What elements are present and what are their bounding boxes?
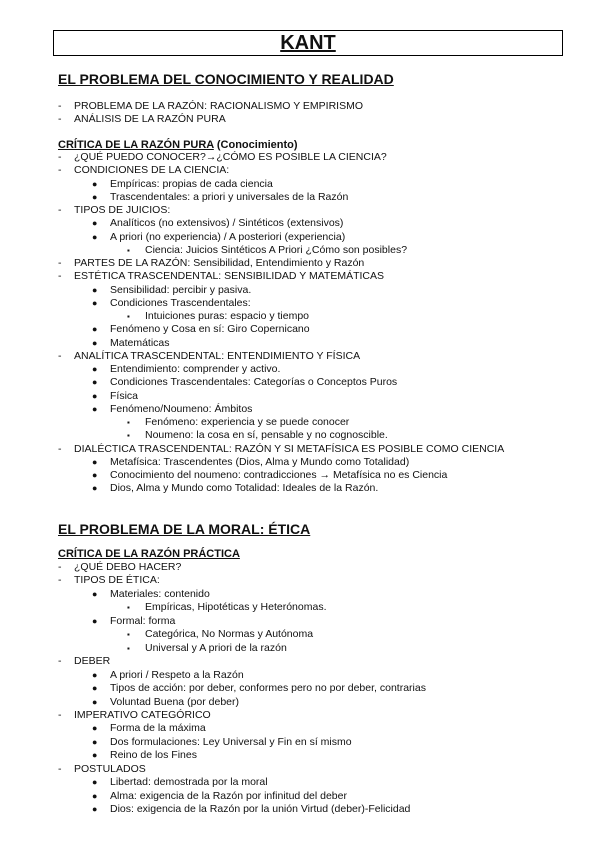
list-item-text: Reino de los Fines — [110, 749, 197, 762]
list-item-text: ¿QUÉ PUEDO CONOCER?→¿CÓMO ES POSIBLE LA CIENCIA? — [74, 151, 387, 163]
list-item-text: Conocimiento del noumeno: contradicciones → Metafísica no es Ciencia — [110, 469, 448, 481]
list-item-text: Física — [110, 389, 139, 402]
list-item — [58, 204, 170, 217]
list-item — [92, 337, 170, 350]
list-item-text: Forma de la máxima — [110, 722, 206, 735]
list-item-text: Universal y A priori de la razón — [145, 641, 287, 654]
list-item — [92, 376, 397, 389]
bullet-icon: ● — [92, 218, 98, 229]
dash-marker: - — [58, 561, 62, 573]
dash-marker: - — [58, 349, 62, 362]
list-item — [92, 178, 273, 191]
list-item-text: Trascendentales: a priori y universales de la Razón — [110, 190, 349, 203]
list-item-text: Matemáticas — [110, 336, 170, 349]
list-item — [58, 709, 211, 722]
section2-subheading: CRÍTICA DE LA RAZÓN PRÁCTICA — [58, 548, 240, 560]
dash-marker: - — [58, 204, 62, 216]
list-item-text: PARTES DE LA RAZÓN: Sensibilidad, Entendimiento y Razón — [74, 257, 365, 269]
list-item-text: Voluntad Buena (por deber) — [110, 695, 240, 708]
bullet-icon: ● — [92, 191, 98, 202]
list-item-text: Empíricas, Hipotéticas y Heterónomas. — [145, 601, 327, 614]
list-item-text: Metafísica: Trascendentes (Dios, Alma y Mundo como Totalidad) — [110, 455, 410, 468]
list-item-text: Fenómeno y Cosa en sí: Giro Copernicano — [110, 323, 310, 336]
list-item-text: Empíricas: propias de cada ciencia — [110, 177, 273, 190]
bullet-icon: ● — [92, 588, 98, 599]
bullet-icon: ▪ — [127, 431, 130, 441]
list-item-text: Noumeno: la cosa en sí, pensable y no cognoscible. — [145, 429, 388, 442]
dash-marker: - — [58, 442, 62, 455]
dash-marker: - — [58, 257, 62, 269]
list-item — [92, 297, 251, 310]
list-item-text: Materiales: contenido — [110, 587, 210, 600]
list-item — [58, 763, 146, 776]
list-item — [127, 244, 407, 257]
bullet-icon: ● — [92, 178, 98, 189]
list-item-text: ANALÍTICA TRASCENDENTAL: ENTENDIMIENTO Y FÍSICA — [74, 349, 361, 362]
list-item — [127, 628, 313, 641]
list-item-text: TIPOS DE JUICIOS: — [74, 204, 171, 216]
list-item-text: ¿QUÉ DEBO HACER? — [74, 561, 182, 573]
list-item — [92, 682, 426, 695]
list-item — [92, 363, 280, 376]
list-item — [92, 803, 410, 816]
list-item-text: Ciencia: Juicios Sintéticos A Priori ¿Cómo son posibles? — [145, 243, 408, 256]
list-item-text: POSTULADOS — [74, 762, 146, 775]
list-item-text: ESTÉTICA TRASCENDENTAL: SENSIBILIDAD Y MATEMÁTICAS — [74, 270, 385, 283]
list-item-text: Categórica, No Normas y Autónoma — [145, 628, 314, 641]
bullet-icon: ● — [92, 683, 98, 694]
list-item — [92, 469, 447, 482]
list-item-text: DIALÉCTICA TRASCENDENTAL: RAZÓN Y SI METAFÍSICA ES POSIBLE COMO CIENCIA — [74, 442, 505, 455]
list-item-text: Sensibilidad: percibir y pasiva. — [110, 283, 252, 296]
bullet-icon: ● — [92, 804, 98, 815]
list-item-text: Alma: exigencia de la Razón por infinitud del deber — [110, 789, 347, 802]
bullet-icon: ● — [92, 790, 98, 801]
list-item — [92, 231, 345, 244]
bullet-icon: ▪ — [127, 245, 130, 255]
list-item — [92, 669, 244, 682]
bullet-icon: ● — [92, 723, 98, 734]
bullet-icon: ● — [92, 736, 98, 747]
list-item-text: Intuiciones puras: espacio y tiempo — [145, 310, 310, 322]
list-item-text: IMPERATIVO CATEGÓRICO — [74, 708, 211, 721]
bullet-icon: ● — [92, 364, 98, 374]
list-item-text: Analíticos (no extensivos) / Sintéticos (extensivos) — [110, 217, 344, 230]
list-item — [92, 776, 268, 789]
list-item — [92, 217, 343, 230]
list-item-text: Fenómeno/Noumeno: Ámbitos — [110, 402, 253, 415]
dash-marker: - — [58, 762, 62, 775]
list-item — [92, 390, 138, 403]
list-item — [58, 164, 229, 177]
list-item — [127, 429, 388, 442]
list-item — [58, 270, 384, 283]
bullet-icon: ● — [92, 483, 98, 494]
bullet-icon: ● — [92, 324, 98, 335]
list-item — [92, 284, 251, 297]
bullet-icon: ● — [92, 403, 98, 414]
list-item — [58, 151, 387, 164]
intro-line: - PROBLEMA DE LA RAZÓN: RACIONALISMO Y EMPIRISMO — [58, 100, 364, 112]
bullet-icon: ● — [92, 377, 98, 388]
list-item — [127, 416, 349, 429]
list-item — [58, 257, 364, 270]
list-item-text: Dios, Alma y Mundo como Totalidad: Ideales de la Razón. — [110, 482, 379, 495]
bullet-icon: ▪ — [127, 603, 130, 613]
list-item-text: TIPOS DE ÉTICA: — [74, 574, 160, 587]
list-item-text: Condiciones Trascendentales: — [110, 296, 251, 309]
list-item — [92, 191, 348, 204]
bullet-icon: ▪ — [127, 418, 130, 427]
list-item — [92, 749, 197, 762]
bullet-icon: ● — [92, 669, 98, 680]
list-item — [92, 588, 210, 601]
list-item — [92, 403, 252, 416]
bullet-icon: ● — [92, 284, 98, 295]
section1-heading: EL PROBLEMA DEL CONOCIMIENTO Y REALIDAD — [58, 71, 394, 87]
list-item-text: A priori (no experiencia) / A posteriori (experiencia) — [110, 230, 346, 243]
list-item — [127, 601, 326, 614]
bullet-icon: ▪ — [127, 312, 130, 321]
list-item-text: Dos formulaciones: Ley Universal y Fin en sí mismo — [110, 735, 352, 748]
bullet-icon: ▪ — [127, 643, 130, 653]
dash-marker: - — [58, 151, 62, 163]
list-item — [92, 736, 352, 749]
list-item — [58, 350, 360, 363]
dash-marker: - — [58, 574, 62, 587]
bullet-icon: ● — [92, 231, 98, 242]
list-item — [58, 574, 160, 587]
list-item — [92, 790, 347, 803]
list-item — [92, 615, 175, 628]
bullet-icon: ● — [92, 390, 98, 401]
bullet-icon: ● — [92, 337, 98, 348]
bullet-icon: ● — [92, 750, 98, 761]
dash-marker: - — [58, 270, 62, 283]
list-item-text: Fenómeno: experiencia y se puede conocer — [145, 416, 350, 428]
list-item — [92, 456, 409, 469]
bullet-icon: ● — [92, 615, 98, 626]
bullet-icon: ● — [92, 470, 98, 480]
bullet-icon: ▪ — [127, 630, 130, 640]
bullet-icon: ● — [92, 777, 98, 788]
list-item — [92, 482, 378, 495]
list-item-text: Libertad: demostrada por la moral — [110, 776, 268, 789]
list-item-text: Dios: exigencia de la Razón por la unión Virtud (deber)-Felicidad — [110, 803, 411, 816]
bullet-icon: ● — [92, 696, 98, 707]
list-item — [92, 722, 206, 735]
list-item — [58, 443, 504, 456]
list-item — [92, 696, 239, 709]
list-item — [58, 655, 110, 668]
list-item-text: Entendimiento: comprender y activo. — [110, 363, 281, 375]
list-item-text: CONDICIONES DE LA CIENCIA: — [74, 164, 230, 177]
page-title: KANT — [280, 32, 336, 54]
bullet-icon: ● — [92, 456, 98, 467]
list-item — [92, 323, 310, 336]
bullet-icon: ● — [92, 297, 98, 308]
list-item-text: Condiciones Trascendentales: Categorías o Conceptos Puros — [110, 376, 398, 389]
section2-heading: EL PROBLEMA DE LA MORAL: ÉTICA — [58, 521, 311, 537]
dash-marker: - — [58, 708, 62, 721]
section1-subheading: CRÍTICA DE LA RAZÓN PURA (Conocimiento) — [58, 139, 298, 151]
intro-line: - ANÁLISIS DE LA RAZÓN PURA — [58, 113, 226, 125]
list-item — [127, 310, 309, 323]
title-box — [53, 30, 563, 56]
list-item-text: Tipos de acción: por deber, conformes pero no por deber, contrarias — [110, 682, 426, 695]
list-item — [58, 561, 181, 574]
dash-marker: - — [58, 655, 62, 668]
dash-marker: - — [58, 164, 62, 177]
list-item-text: A priori / Respeto a la Razón — [110, 668, 244, 681]
list-item-text: Formal: forma — [110, 614, 176, 627]
list-item — [127, 642, 287, 655]
list-item-text: DEBER — [74, 655, 111, 668]
